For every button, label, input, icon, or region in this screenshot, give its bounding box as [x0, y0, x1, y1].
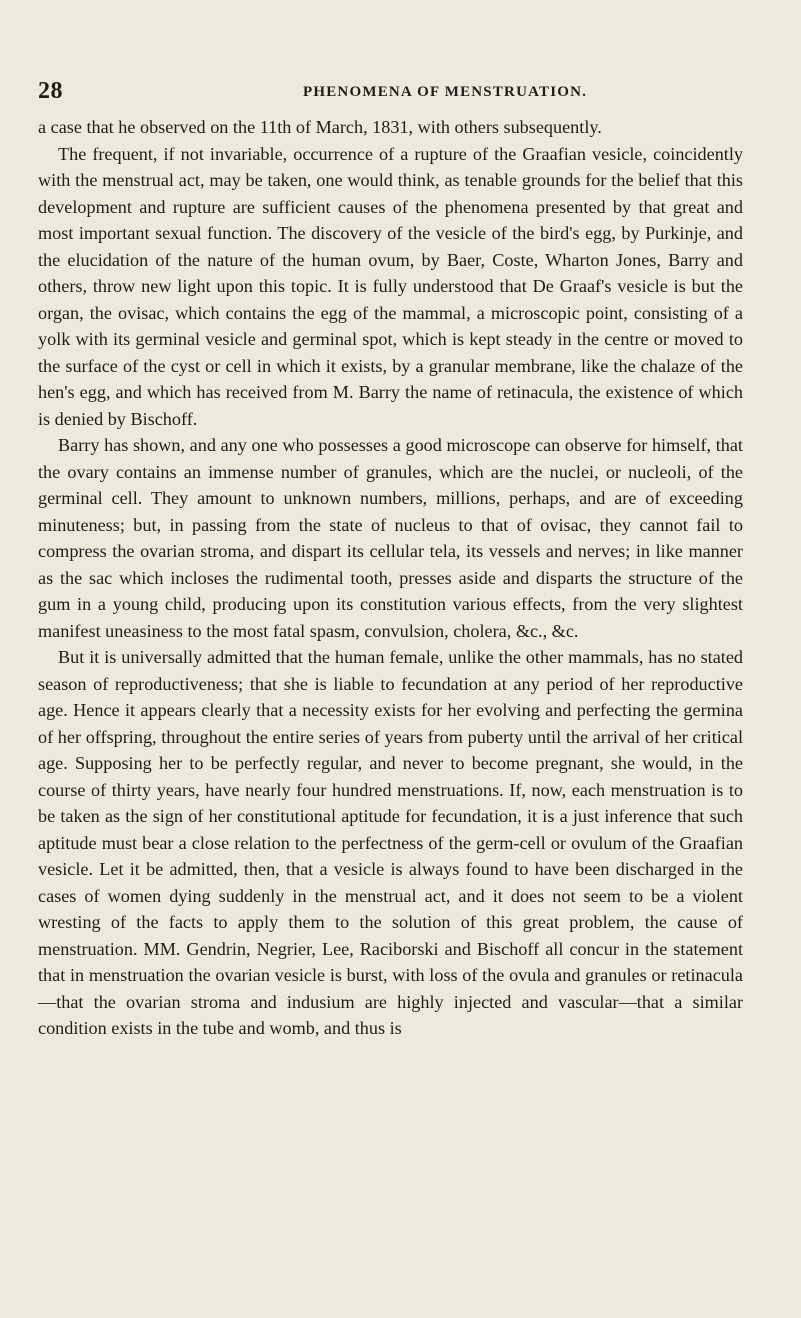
paragraph-barry-granules: Barry has shown, and any one who possesses a good microscope can observe for himself, that the ovary contains an immense number of granules, which are the nuclei, or nucleoli, of the germinal cell. They amount to unknown numbers, millions, perhaps, and are of exceeding minuteness; but, in passing from the state of nucleus to that of ovisac, they cannot fail to compress the ovarian stroma, and dispart its cellular tela, its vessels and nerves; in like manner as the sac which incloses the rudimental tooth, presses aside and disparts the structure of the gum in a young child, producing upon its constitution various effects, from the very slightest manifest uneasiness to the most fatal spasm, convulsion, cholera, &c., &c. [38, 435, 743, 641]
page-number: 28 [38, 78, 63, 104]
body-text [38, 114, 743, 1042]
paragraph-continuation: a case that he observed on the 11th of March, 1831, with others subsequently. [38, 117, 602, 137]
paragraph-graafian-vesicle: The frequent, if not invariable, occurrence of a rupture of the Graafian vesicle, coincidently with the menstrual act, may be taken, one would think, as tenable grounds for the belief that this development and rupture are sufficient causes of the phenomena presented by that great and most important sexual function. The discovery of the vesicle of the bird's egg, by Purkinje, and the elucidation of the nature of the human ovum, by Baer, Coste, Wharton Jones, Barry and others, throw new light upon this topic. It is fully understood that De Graaf's vesicle is but the organ, the ovisac, which contains the egg of the mammal, a microscopic point, consisting of a yolk with its germinal vesicle and germinal spot, which is kept steady in the centre or moved to the surface of the cyst or cell in which it exists, by a granular membrane, like the chalaze of the hen's egg, and which has received from M. Barry the name of retinacula, the existence of which is denied by Bischoff. [38, 143, 743, 429]
paragraph-human-female: But it is universally admitted that the human female, unlike the other mammals, has no stated season of reproductiveness; that she is liable to fecundation at any period of her reproductive age. Hence it appears clearly that a necessity exists for her evolving and perfecting the germina of her offspring, throughout the entire series of years from puberty until the arrival of her critical age. Supposing her to be perfectly regular, and never to become pregnant, she would, in the course of thirty years, have nearly four hundred menstruations. If, now, each menstruation is to be taken as the sign of her constitutional aptitude for fecundation, it is a just inference that such aptitude must bear a close relation to the perfectness of the germ-cell or ovulum of the Graafian vesicle. Let it be admitted, then, that a vesicle is always found to have been discharged in the cases of women dying suddenly in the menstrual act, and it does not seem to be a violent wresting of the facts to apply them to the solution of this great problem, the cause of menstruation. MM. Gendrin, Negrier, Lee, Raciborski and Bischoff all concur in the statement that in menstruation the ovarian vesicle is burst, with loss of the ovula and granules or retinacula—that the ovarian stroma and indusium are highly injected and vascular—that a similar condition exists in the tube and womb, and thus is [38, 647, 743, 1038]
running-head [38, 78, 738, 106]
running-head-title: PHENOMENA OF MENSTRUATION. [303, 84, 588, 100]
